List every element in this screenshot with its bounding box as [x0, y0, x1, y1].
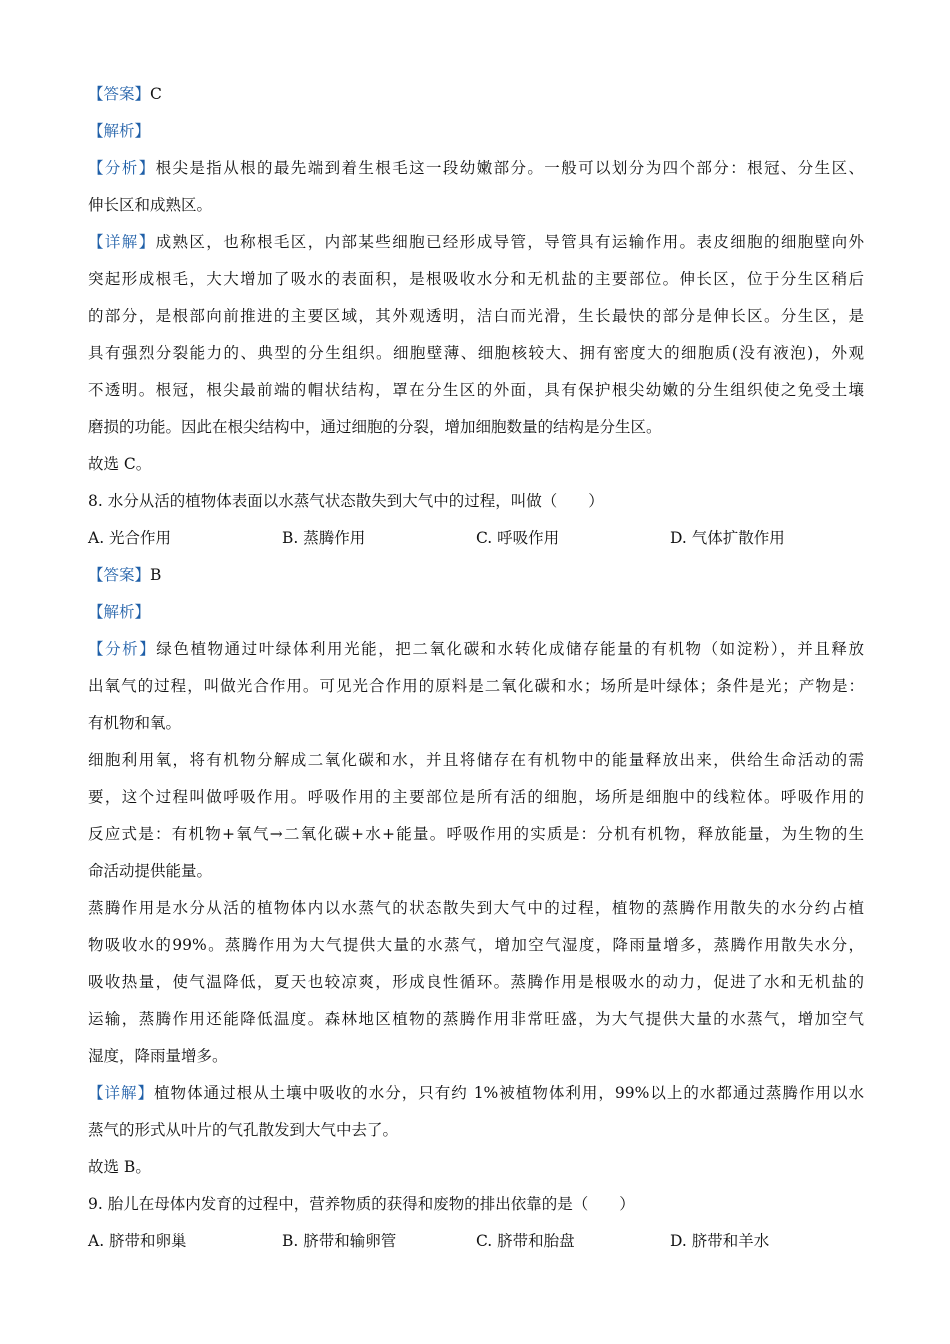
q8-fenxi-line	[88, 631, 864, 668]
paragraph-text: 绿色植物通过叶绿体利用光能，把二氧化碳和水转化成储存能量的有机物（如淀粉），并且释放	[156, 640, 864, 658]
paragraph-text: 根尖是指从根的最先端到着生根毛这一段幼嫩部分。一般可以划分为四个部分：根冠、分生区、	[155, 159, 864, 177]
paragraph-line: 的部分，是根部向前推进的主要区域，其外观透明，洁白而光滑，生长最快的部分是伸长区。分生区，是	[88, 307, 864, 325]
option-b: B. 脐带和输卵管	[282, 1232, 397, 1250]
option-c: C. 脐带和胎盘	[476, 1232, 575, 1250]
q7-analysis-line	[88, 113, 864, 150]
paragraph-line: 物吸收水的99%。蒸腾作用为大气提供大量的水蒸气，增加空气湿度，降雨量增多，蒸腾作用散失水分，	[88, 936, 864, 954]
paragraph-line: 湿度，降雨量增多。	[88, 1047, 228, 1065]
xiangjie-tag: 【详解】	[88, 233, 156, 251]
answer-tag: 【答案】	[88, 85, 151, 103]
fenxi-tag: 【分析】	[88, 640, 157, 658]
q7-answer-line	[88, 76, 864, 113]
q7-conclusion: 故选 C。	[88, 455, 152, 473]
option-a: A. 脐带和卵巢	[88, 1232, 187, 1250]
paragraph-line: 要，这个过程叫做呼吸作用。呼吸作用的主要部位是所有活的细胞，场所是细胞中的线粒体。呼吸作用的	[88, 788, 864, 806]
q8-conclusion: 故选 B。	[88, 1158, 151, 1176]
analysis-tag: 【解析】	[88, 603, 151, 621]
option-d: D. 脐带和羊水	[670, 1232, 770, 1250]
answer-value: C	[150, 85, 162, 103]
document-page	[88, 76, 864, 1260]
paragraph-line: 突起形成根毛，大大增加了吸水的表面积，是根吸收水分和无机盐的主要部位。伸长区，位于分生区稍后	[88, 270, 864, 288]
q9-question: 9. 胎儿在母体内发育的过程中，营养物质的获得和废物的排出依靠的是（ ）	[88, 1195, 635, 1213]
paragraph-line: 具有强烈分裂能力的、典型的分生组织。细胞壁薄、细胞核较大、拥有密度大的细胞质(没有液泡)，外观	[88, 344, 864, 362]
paragraph-line: 磨损的功能。因此在根尖结构中，通过细胞的分裂，增加细胞数量的结构是分生区。	[88, 418, 662, 436]
paragraph-line: 蒸腾作用是水分从活的植物体内以水蒸气的状态散失到大气中的过程，植物的蒸腾作用散失的水分约占植	[88, 899, 864, 917]
paragraph-line: 命活动提供能量。	[88, 862, 213, 880]
paragraph-line: 蒸气的形式从叶片的气孔散发到大气中去了。	[88, 1121, 399, 1139]
option-b: B. 蒸腾作用	[282, 529, 366, 547]
q7-fenxi-line	[88, 150, 864, 187]
analysis-tag: 【解析】	[88, 122, 151, 140]
paragraph-line: 反应式是：有机物+氧气→二氧化碳+水+能量。呼吸作用的实质是：分机有机物，释放能量，为生物的生	[88, 825, 864, 843]
paragraph-line: 不透明。根冠，根尖最前端的帽状结构，罩在分生区的外面，具有保护根尖幼嫩的分生组织使之免受土壤	[88, 381, 864, 399]
q8-xiangjie-line	[88, 1075, 864, 1112]
option-a: A. 光合作用	[88, 529, 172, 547]
xiangjie-tag: 【详解】	[88, 1084, 155, 1102]
option-c: C. 呼吸作用	[476, 529, 560, 547]
paragraph-text: 植物体通过根从土壤中吸收的水分，只有约 1%被植物体利用，99%以上的水都通过蒸腾作用以水	[154, 1084, 864, 1102]
paragraph-line: 伸长区和成熟区。	[88, 196, 213, 214]
paragraph-line: 有机物和氧。	[88, 714, 182, 732]
fenxi-tag: 【分析】	[88, 159, 156, 177]
paragraph-line: 运输，蒸腾作用还能降低温度。森林地区植物的蒸腾作用非常旺盛，为大气提供大量的水蒸气，增加空气	[88, 1010, 864, 1028]
q8-question: 8. 水分从活的植物体表面以水蒸气状态散失到大气中的过程，叫做（ ）	[88, 492, 604, 510]
paragraph-line: 出氧气的过程，叫做光合作用。可见光合作用的原料是二氧化碳和水；场所是叶绿体；条件是光；产物是：	[88, 677, 864, 695]
paragraph-line: 吸收热量，使气温降低，夏天也较凉爽，形成良性循环。蒸腾作用是根吸水的动力，促进了水和无机盐的	[88, 973, 864, 991]
q8-answer-line	[88, 557, 864, 594]
answer-tag: 【答案】	[88, 566, 151, 584]
q8-analysis-line	[88, 594, 864, 631]
option-d: D. 气体扩散作用	[670, 529, 785, 547]
paragraph-text: 成熟区，也称根毛区，内部某些细胞已经形成导管，导管具有运输作用。表皮细胞的细胞壁向外	[155, 233, 864, 251]
q8-options	[88, 520, 864, 557]
paragraph-line: 细胞利用氧，将有机物分解成二氧化碳和水，并且将储存在有机物中的能量释放出来，供给生命活动的需	[88, 751, 864, 769]
answer-value: B	[150, 566, 162, 584]
q9-options	[88, 1223, 864, 1260]
q7-xiangjie-line	[88, 224, 864, 261]
